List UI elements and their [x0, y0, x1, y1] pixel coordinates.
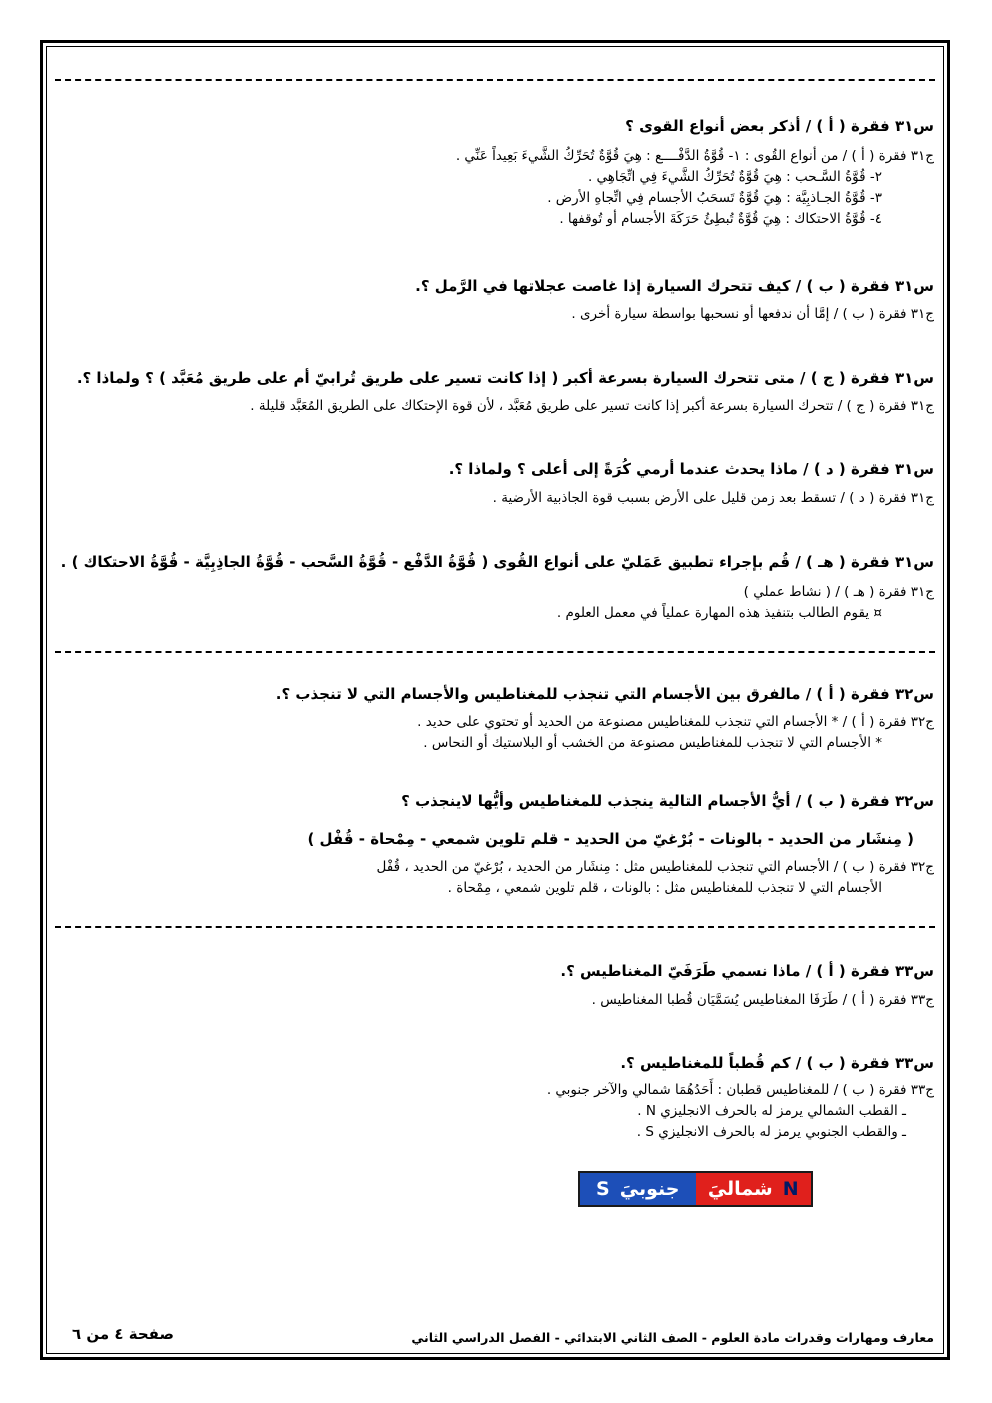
answer-line: ج٣٣ فقرة ( ب ) / للمغناطيس قطبان : أَحَدُهُمَا شمالي والآخر جنوبي . — [546, 1082, 934, 1098]
answer-line: ـ القطب الشمالي يرمز له بالحرف الانجليزي N . — [637, 1103, 906, 1119]
section-divider — [55, 651, 935, 653]
page-number: صفحة ٤ من ٦ — [72, 1325, 174, 1343]
south-pole-letter: S — [596, 1178, 610, 1200]
magnet-south-pole — [580, 1173, 696, 1205]
answer-line: ج٣١ فقرة ( هـ ) / ( نشاط عملي ) — [743, 584, 934, 600]
section-divider — [55, 79, 935, 81]
south-pole-label: جنوبيَ — [619, 1178, 680, 1200]
question-31-b: س٣١ فقرة ( ب ) / كيف تتحرك السيارة إذا غاصت عجلاتها في الرَّمل ؟. — [415, 277, 934, 295]
question-31-a: س٣١ فقرة ( أ ) / أذكر بعض أنواع القوى ؟ — [625, 117, 934, 135]
magnet-diagram — [578, 1171, 813, 1207]
north-pole-letter: N — [782, 1178, 799, 1200]
question-31-c: س٣١ فقرة ( ج ) / متى تتحرك السيارة بسرعة أكبر ( إذا كانت تسير على طريق تُرابيّ أم على طريق مُعَبَّد ) ؟ ولماذا ؟. — [76, 369, 934, 387]
answer-line: ٢- قُوَّةُ السَّـحب : هِيَ قُوَّةٌ تُحَرِّكُ الشَّيءَ فِي اتِّجَاهِي . — [587, 169, 882, 185]
question-32-b-items: ( مِنشَار من الحديد - بالونات - بُرْغيّ من الحديد - قلم تلوين شمعي - مِمْحاة - قُفْل ) — [307, 830, 914, 848]
question-31-e: س٣١ فقرة ( هـ ) / قُم بإجراء تطبيق عَمَليّ على أنواع القُوى ( قُوَّةُ الدَّفْع - قُوَّةُ السَّحب - قُوَّةُ الجاذِبِيَّة - قُوَّةُ الاحتكاك ) . — [60, 553, 934, 571]
question-32-a: س٣٢ فقرة ( أ ) / مالفرق بين الأجسام التي تنجذب للمغناطيس والأجسام التي لا تنجذب ؟. — [275, 685, 934, 703]
question-32-b: س٣٢ فقرة ( ب ) / أيُّ الأجسام التالية ينجذب للمغناطيس وأيُّها لاينجذب ؟ — [401, 792, 934, 810]
answer-31-a — [456, 146, 934, 230]
footer-title: معارف ومهارات وقدرات مادة العلوم - الصف الثاني الابتدائي - الفصل الدراسي الثاني — [411, 1330, 934, 1345]
answer-31-d: ج٣١ فقرة ( د ) / تسقط بعد زمن قليل على الأرض بسبب قوة الجاذبية الأرضية . — [492, 490, 934, 506]
answer-line: ج٣١ فقرة ( أ ) / من أنواع القُوى : ١- قُوَّةُ الدَّفْــــع : هِيَ قُوَّةٌ تُحَرِّكُ الشَّيءَ بَعِيداً عَنِّي . — [455, 148, 934, 164]
answer-32-b — [377, 857, 934, 899]
answer-line: * الأجسام التي لا تنجذب للمغناطيس مصنوعة من الخشب أو البلاستيك أو النحاس . — [423, 735, 882, 751]
section-divider — [55, 926, 935, 928]
answer-line: ج٣٢ فقرة ( ب ) / الأجسام التي تنجذب للمغناطيس مثل : مِنشَار من الحديد ، بُرْغيّ من الحديد ، قُفْل — [376, 859, 934, 875]
question-33-a: س٣٣ فقرة ( أ ) / ماذا نسمي طَرَفَيّ المغناطيس ؟. — [560, 962, 934, 980]
question-33-b: س٣٣ فقرة ( ب ) / كم قُطباً للمغناطيس ؟. — [620, 1054, 934, 1072]
north-pole-label: شماليَ — [707, 1178, 773, 1200]
answer-line: ٣- قُوَّةُ الجـاذبِيَّة : هِيَ قُوَّةٌ تَسحَبُ الأجسام فِي اتِّجاهِ الأرض . — [547, 190, 882, 206]
answer-31-c: ج٣١ فقرة ( ج ) / تتحرك السيارة بسرعة أكبر إذا كانت تسير على طريق مُعَبَّد ، لأن قوة الإحتكاك على الطريق المُعَبَّد قليلة . — [250, 398, 934, 414]
answer-31-e — [557, 582, 934, 624]
answer-32-a — [417, 712, 934, 754]
answer-33-b — [547, 1080, 934, 1143]
answer-line: ج٣٢ فقرة ( أ ) / * الأجسام التي تنجذب للمغناطيس مصنوعة من الحديد أو تحتوي على حديد . — [417, 714, 934, 730]
answer-line: ـ والقطب الجنوبي يرمز له بالحرف الانجليزي S . — [636, 1124, 906, 1140]
answer-line: الأجسام التي لا تنجذب للمغناطيس مثل : بالونات ، قلم تلوين شمعي ، مِمْحاة . — [447, 880, 882, 896]
answer-line: ٤- قُوَّةُ الاحتكاك : هِيَ قُوَّةٌ تُبطِئُ حَرَكَةَ الأجسام أو تُوقفها . — [559, 211, 882, 227]
answer-33-a: ج٣٣ فقرة ( أ ) / طَرَفَا المغناطيس يُسَمَّيَان قُطبا المغناطيس . — [591, 992, 934, 1008]
question-31-d: س٣١ فقرة ( د ) / ماذا يحدث عندما أرمي كُرَةً إلى أعلى ؟ ولماذا ؟. — [448, 460, 934, 478]
answer-31-b: ج٣١ فقرة ( ب ) / إمَّا أن ندفعها أو نسحبها بواسطة سيارة أخرى . — [571, 306, 934, 322]
magnet-north-pole — [696, 1173, 812, 1205]
answer-note: ¤ يقوم الطالب بتنفيذ هذه المهارة عملياً في معمل العلوم . — [556, 605, 882, 621]
